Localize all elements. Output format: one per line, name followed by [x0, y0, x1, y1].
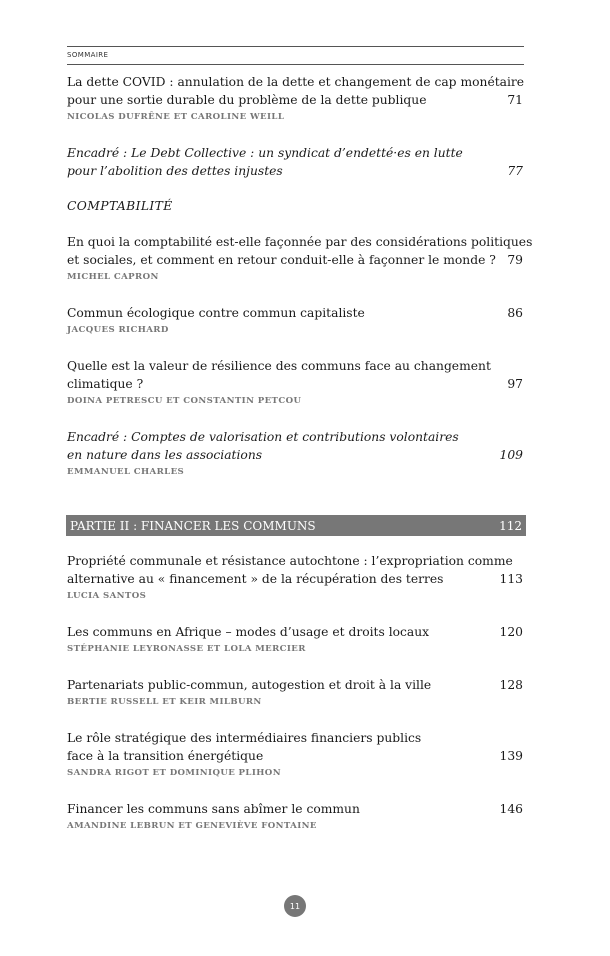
toc-entry-financer-communs: [67, 800, 523, 831]
entry-author: EMMANUEL CHARLES: [67, 467, 185, 477]
entry-title-line: Partenariats public-commun, autogestion et droit à la ville: [67, 678, 432, 692]
entry-author: SANDRA RIGOT ET DOMINIQUE PLIHON: [67, 768, 281, 778]
toc-entry-role-strategique: [67, 729, 523, 778]
toc-entry-communs-afrique: [67, 623, 523, 654]
part-title: PARTIE II : FINANCER LES COMMUNS: [70, 518, 316, 533]
entry-title-line: Propriété communale et résistance autochtone : l’expropriation comme: [67, 554, 513, 568]
page-number-badge: 11: [284, 895, 306, 917]
entry-page-number: 146: [499, 802, 523, 816]
entry-title-line: climatique ?: [67, 377, 144, 391]
entry-page-number: 128: [499, 678, 523, 692]
part-page-number: 112: [499, 518, 522, 533]
entry-title-line: Les communs en Afrique – modes d’usage et droits locaux: [67, 625, 430, 639]
toc-entry-partenariats: [67, 676, 523, 707]
entry-page-number: 109: [499, 448, 523, 462]
entry-page-number: 86: [507, 306, 523, 320]
entry-title-line: Encadré : Comptes de valorisation et contributions volontaires: [67, 430, 459, 444]
part-header-bar: [66, 515, 526, 536]
entry-title-line: alternative au « financement » de la récupération des terres: [67, 572, 444, 586]
toc-entry-debt-collective: [67, 144, 523, 180]
entry-title-line: et sociales, et comment en retour conduit-elle à façonner le monde ?: [67, 253, 496, 267]
section-header-label: SOMMAIRE: [67, 51, 109, 59]
entry-page-number: 120: [499, 625, 523, 639]
toc-entry-comptabilite-faconnee: [67, 233, 533, 282]
entry-title-line: face à la transition énergétique: [67, 749, 264, 763]
entry-author: BERTIE RUSSELL ET KEIR MILBURN: [67, 697, 262, 707]
entry-author: STÉPHANIE LEYRONASSE ET LOLA MERCIER: [67, 644, 306, 654]
header-bottom-rule: [67, 64, 524, 65]
toc-entry-commun-ecologique: [67, 304, 523, 335]
entry-author: AMANDINE LEBRUN ET GENEVIÈVE FONTAINE: [67, 821, 317, 831]
entry-author: DOINA PETRESCU ET CONSTANTIN PETCOU: [67, 396, 302, 406]
toc-entry-propriete-communale: [67, 552, 523, 601]
toc-entry-valeur-resilience: [67, 357, 523, 406]
entry-author: JACQUES RICHARD: [67, 325, 169, 335]
entry-author: MICHEL CAPRON: [67, 272, 159, 282]
entry-title-line: en nature dans les associations: [67, 448, 263, 462]
entry-title-line: Commun écologique contre commun capitaliste: [67, 306, 365, 320]
entry-page-number: 79: [507, 253, 523, 267]
section-title-comptabilite: COMPTABILITÉ: [67, 199, 173, 213]
entry-page-number: 113: [499, 572, 523, 586]
entry-title-line: pour l’abolition des dettes injustes: [67, 164, 283, 178]
entry-title-line: Encadré : Le Debt Collective : un syndicat d’endetté·es en lutte: [67, 146, 463, 160]
header-top-rule: [67, 46, 524, 47]
entry-author: LUCIA SANTOS: [67, 591, 147, 601]
entry-title-line: La dette COVID : annulation de la dette et changement de cap monétaire: [67, 75, 525, 89]
entry-title-line: Le rôle stratégique des intermédiaires financiers publics: [67, 731, 422, 745]
entry-page-number: 97: [507, 377, 523, 391]
entry-author: NICOLAS DUFRÊNE ET CAROLINE WEILL: [67, 112, 285, 122]
entry-title-line: Quelle est la valeur de résilience des communs face au changement: [67, 359, 491, 373]
entry-page-number: 139: [499, 749, 523, 763]
toc-entry-dette-covid: [67, 73, 523, 122]
entry-title-line: Financer les communs sans abîmer le commun: [67, 802, 360, 816]
entry-title-line: pour une sortie durable du problème de la dette publique: [67, 93, 427, 107]
entry-page-number: 71: [507, 93, 523, 107]
entry-title-line: En quoi la comptabilité est-elle façonnée par des considérations politiques: [67, 235, 533, 249]
toc-entry-comptes-valorisation: [67, 428, 523, 477]
entry-page-number: 77: [507, 164, 523, 178]
